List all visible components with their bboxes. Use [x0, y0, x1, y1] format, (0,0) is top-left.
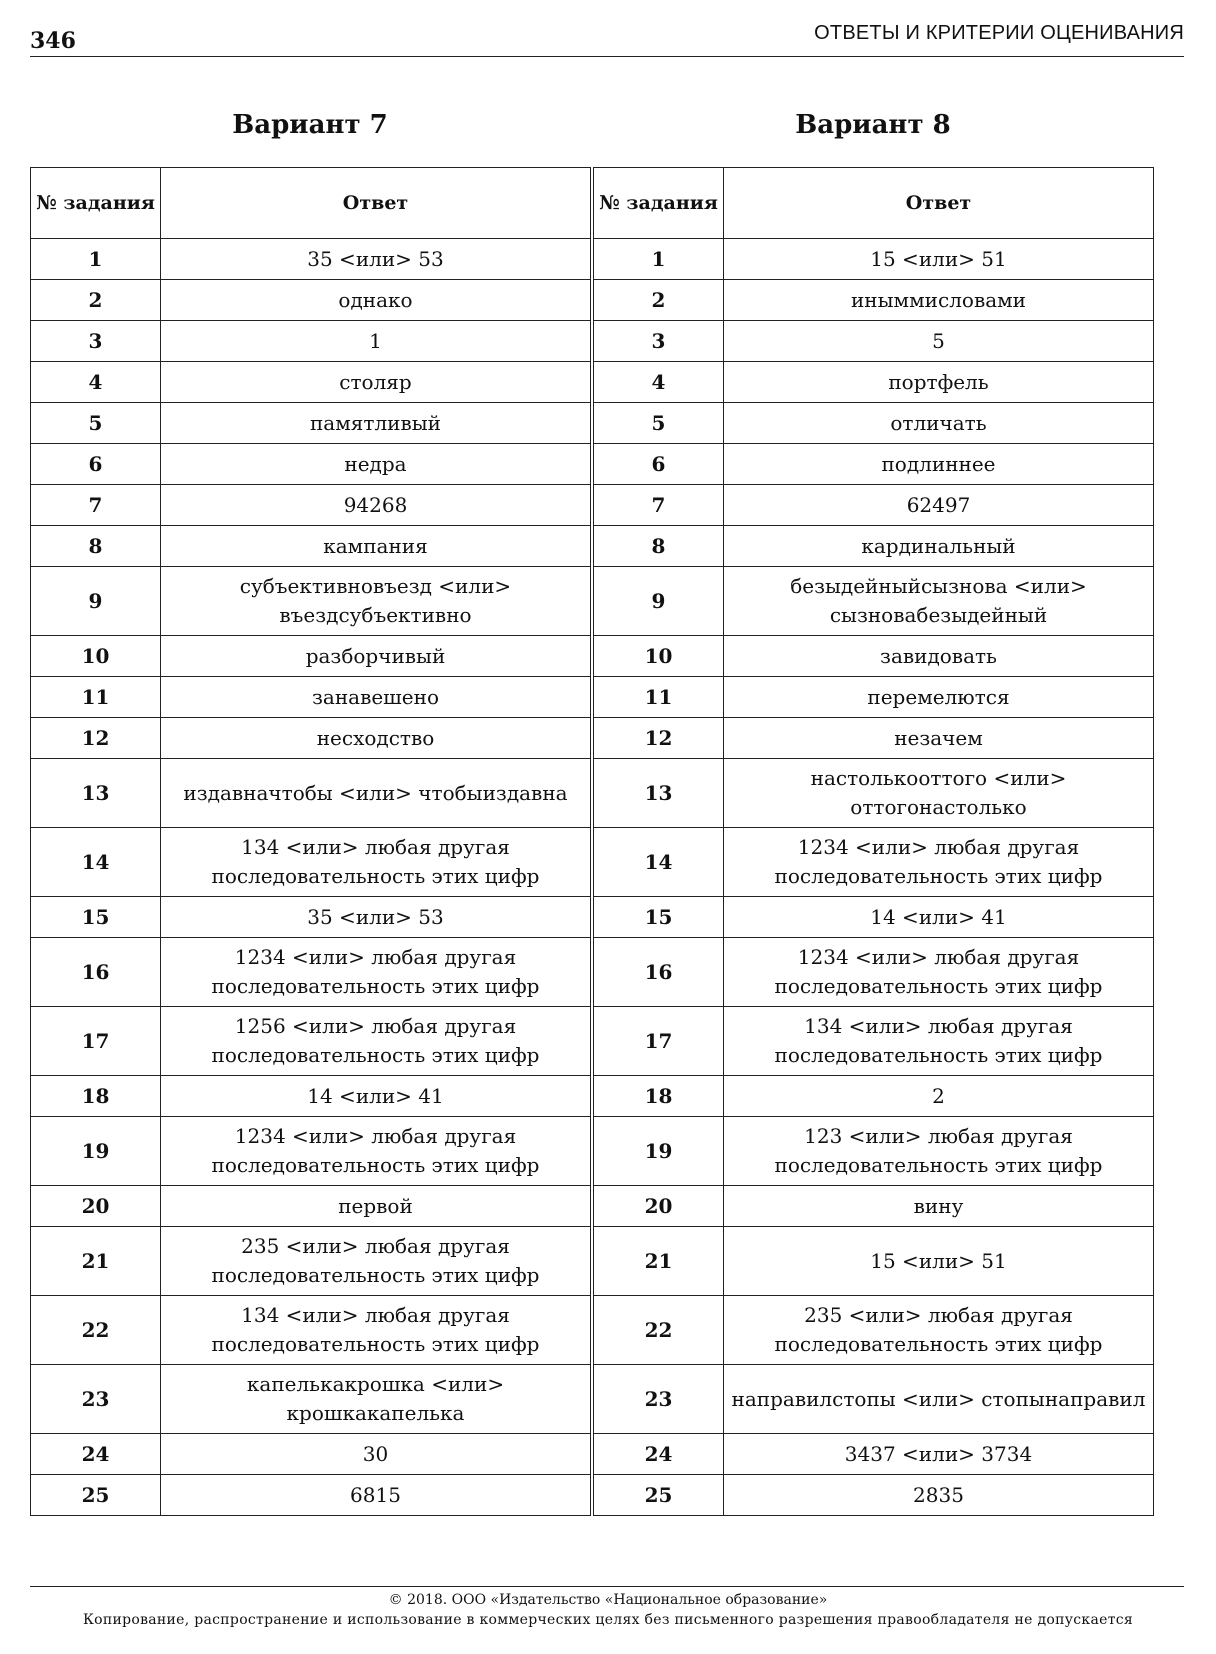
task-number-cell: 25 [31, 1475, 161, 1516]
task-number-cell: 15 [31, 897, 161, 938]
answer-cell: 123 <или> любая другая последовательность этих цифр [724, 1117, 1154, 1186]
task-number-cell: 20 [594, 1186, 724, 1227]
task-number-cell: 10 [31, 636, 161, 677]
table-row [594, 321, 1154, 362]
running-title: ОТВЕТЫ И КРИТЕРИИ ОЦЕНИВАНИЯ [814, 22, 1184, 44]
answer-cell: несходство [161, 718, 591, 759]
answer-cell: безыдейныйсызнова <или> сызновабезыдейный [724, 567, 1154, 636]
task-number-cell: 16 [594, 938, 724, 1007]
answer-cell: перемелются [724, 677, 1154, 718]
variant-7-title: Вариант 7 [232, 110, 388, 140]
table-row [31, 485, 591, 526]
answer-cell: 14 <или> 41 [161, 1076, 591, 1117]
answer-cell: незачем [724, 718, 1154, 759]
footer-rule [30, 1586, 1184, 1587]
table-row [594, 718, 1154, 759]
task-number-cell: 17 [31, 1007, 161, 1076]
table-row [594, 1365, 1154, 1434]
task-number-cell: 21 [594, 1227, 724, 1296]
table-row [31, 239, 591, 280]
footer-notice: Копирование, распространение и использование в коммерческих целях без письменного разрешения правообладателя не допускается [82, 1612, 1134, 1628]
task-number-cell: 6 [594, 444, 724, 485]
table-row [594, 759, 1154, 828]
answer-cell: 30 [161, 1434, 591, 1475]
task-number-cell: 7 [31, 485, 161, 526]
variant-8-answers-table [593, 167, 1154, 1516]
table-row [31, 1227, 591, 1296]
answer-cell: занавешено [161, 677, 591, 718]
table-row [594, 938, 1154, 1007]
task-number-cell: 12 [594, 718, 724, 759]
table-row [594, 526, 1154, 567]
table-row [31, 403, 591, 444]
header-rule [30, 56, 1184, 57]
answer-cell: 5 [724, 321, 1154, 362]
column-header-task-number: № задания [31, 168, 161, 239]
variant-7-answers-table [30, 167, 591, 1516]
answer-cell: 15 <или> 51 [724, 239, 1154, 280]
page-number: 346 [30, 28, 76, 54]
answer-cell: 35 <или> 53 [161, 239, 591, 280]
answer-cell: 1256 <или> любая другая последовательность этих цифр [161, 1007, 591, 1076]
column-header-answer: Ответ [161, 168, 591, 239]
column-header-task-number: № задания [594, 168, 724, 239]
answer-cell: настолькооттого <или> оттогонастолько [724, 759, 1154, 828]
table-row [31, 1475, 591, 1516]
answer-cell: 6815 [161, 1475, 591, 1516]
task-number-cell: 22 [31, 1296, 161, 1365]
task-number-cell: 25 [594, 1475, 724, 1516]
answer-cell: 235 <или> любая другая последовательность этих цифр [724, 1296, 1154, 1365]
task-number-cell: 5 [594, 403, 724, 444]
table-row [31, 677, 591, 718]
task-number-cell: 9 [31, 567, 161, 636]
table-row [31, 526, 591, 567]
answer-cell: однако [161, 280, 591, 321]
table-row [31, 636, 591, 677]
task-number-cell: 23 [31, 1365, 161, 1434]
table-row [594, 1007, 1154, 1076]
task-number-cell: 13 [594, 759, 724, 828]
task-number-cell: 4 [594, 362, 724, 403]
task-number-cell: 19 [594, 1117, 724, 1186]
answer-cell: 3437 <или> 3734 [724, 1434, 1154, 1475]
answer-cell: подлиннее [724, 444, 1154, 485]
task-number-cell: 19 [31, 1117, 161, 1186]
table-row [31, 1117, 591, 1186]
table-row [594, 403, 1154, 444]
task-number-cell: 17 [594, 1007, 724, 1076]
task-number-cell: 3 [594, 321, 724, 362]
table-row [594, 1076, 1154, 1117]
table-row [594, 444, 1154, 485]
footer-copyright: © 2018. ООО «Издательство «Национальное образование» [388, 1592, 828, 1608]
task-number-cell: 3 [31, 321, 161, 362]
task-number-cell: 8 [594, 526, 724, 567]
table-row [31, 938, 591, 1007]
answer-cell: кампания [161, 526, 591, 567]
task-number-cell: 5 [31, 403, 161, 444]
answer-cell: 35 <или> 53 [161, 897, 591, 938]
answer-cell: 94268 [161, 485, 591, 526]
answer-cell: отличать [724, 403, 1154, 444]
answer-cell: 1234 <или> любая другая последовательность этих цифр [724, 828, 1154, 897]
table-row [31, 362, 591, 403]
answer-cell: 134 <или> любая другая последовательность этих цифр [161, 828, 591, 897]
answer-cell: 2835 [724, 1475, 1154, 1516]
table-row [594, 677, 1154, 718]
answer-cell: 14 <или> 41 [724, 897, 1154, 938]
table-header-row [31, 168, 591, 239]
answer-cell: памятливый [161, 403, 591, 444]
task-number-cell: 24 [594, 1434, 724, 1475]
task-number-cell: 21 [31, 1227, 161, 1296]
table-row [594, 1117, 1154, 1186]
task-number-cell: 9 [594, 567, 724, 636]
task-number-cell: 24 [31, 1434, 161, 1475]
table-row [594, 1296, 1154, 1365]
answer-cell: 134 <или> любая другая последовательность этих цифр [724, 1007, 1154, 1076]
task-number-cell: 20 [31, 1186, 161, 1227]
answer-cell: столяр [161, 362, 591, 403]
task-number-cell: 18 [31, 1076, 161, 1117]
answer-cell: 1 [161, 321, 591, 362]
answer-cell: первой [161, 1186, 591, 1227]
answer-cell: вину [724, 1186, 1154, 1227]
table-row [594, 362, 1154, 403]
table-row [594, 485, 1154, 526]
table-row [31, 1076, 591, 1117]
table-row [31, 759, 591, 828]
task-number-cell: 12 [31, 718, 161, 759]
table-row [31, 1186, 591, 1227]
task-number-cell: 4 [31, 362, 161, 403]
answer-cell: иныммисловами [724, 280, 1154, 321]
task-number-cell: 6 [31, 444, 161, 485]
table-row [31, 567, 591, 636]
table-row [31, 1296, 591, 1365]
table-row [31, 897, 591, 938]
task-number-cell: 2 [594, 280, 724, 321]
task-number-cell: 14 [594, 828, 724, 897]
task-number-cell: 1 [594, 239, 724, 280]
answer-cell: разборчивый [161, 636, 591, 677]
answer-cell: субъективновъезд <или> въездсубъективно [161, 567, 591, 636]
table-row [594, 1475, 1154, 1516]
task-number-cell: 16 [31, 938, 161, 1007]
task-number-cell: 14 [31, 828, 161, 897]
variant-8-title: Вариант 8 [795, 110, 951, 140]
answer-cell: 235 <или> любая другая последовательность этих цифр [161, 1227, 591, 1296]
table-row [31, 718, 591, 759]
table-row [594, 239, 1154, 280]
answer-cell: 62497 [724, 485, 1154, 526]
table-row [594, 280, 1154, 321]
answer-cell: издавначтобы <или> чтобыиздавна [161, 759, 591, 828]
answer-cell: 1234 <или> любая другая последовательность этих цифр [724, 938, 1154, 1007]
task-number-cell: 11 [594, 677, 724, 718]
answer-cell: 1234 <или> любая другая последовательность этих цифр [161, 938, 591, 1007]
answer-cell: кардинальный [724, 526, 1154, 567]
task-number-cell: 15 [594, 897, 724, 938]
table-row [594, 636, 1154, 677]
table-row [594, 828, 1154, 897]
table-row [31, 444, 591, 485]
answer-cell: 15 <или> 51 [724, 1227, 1154, 1296]
table-row [594, 1227, 1154, 1296]
table-header-row [594, 168, 1154, 239]
answer-cell: недра [161, 444, 591, 485]
task-number-cell: 13 [31, 759, 161, 828]
table-row [31, 828, 591, 897]
answer-cell: капелькакрошка <или> крошкакапелька [161, 1365, 591, 1434]
column-header-answer: Ответ [724, 168, 1154, 239]
table-row [594, 897, 1154, 938]
table-row [31, 1007, 591, 1076]
table-row [31, 1365, 591, 1434]
answer-cell: 134 <или> любая другая последовательность этих цифр [161, 1296, 591, 1365]
answer-cell: направилстопы <или> стопынаправил [724, 1365, 1154, 1434]
task-number-cell: 2 [31, 280, 161, 321]
answer-cell: завидовать [724, 636, 1154, 677]
task-number-cell: 11 [31, 677, 161, 718]
table-row [31, 280, 591, 321]
task-number-cell: 8 [31, 526, 161, 567]
table-row [31, 321, 591, 362]
table-row [31, 1434, 591, 1475]
task-number-cell: 1 [31, 239, 161, 280]
task-number-cell: 23 [594, 1365, 724, 1434]
answer-cell: портфель [724, 362, 1154, 403]
task-number-cell: 10 [594, 636, 724, 677]
table-row [594, 1434, 1154, 1475]
answer-cell: 2 [724, 1076, 1154, 1117]
task-number-cell: 7 [594, 485, 724, 526]
table-row [594, 1186, 1154, 1227]
task-number-cell: 18 [594, 1076, 724, 1117]
answer-cell: 1234 <или> любая другая последовательность этих цифр [161, 1117, 591, 1186]
task-number-cell: 22 [594, 1296, 724, 1365]
table-row [594, 567, 1154, 636]
